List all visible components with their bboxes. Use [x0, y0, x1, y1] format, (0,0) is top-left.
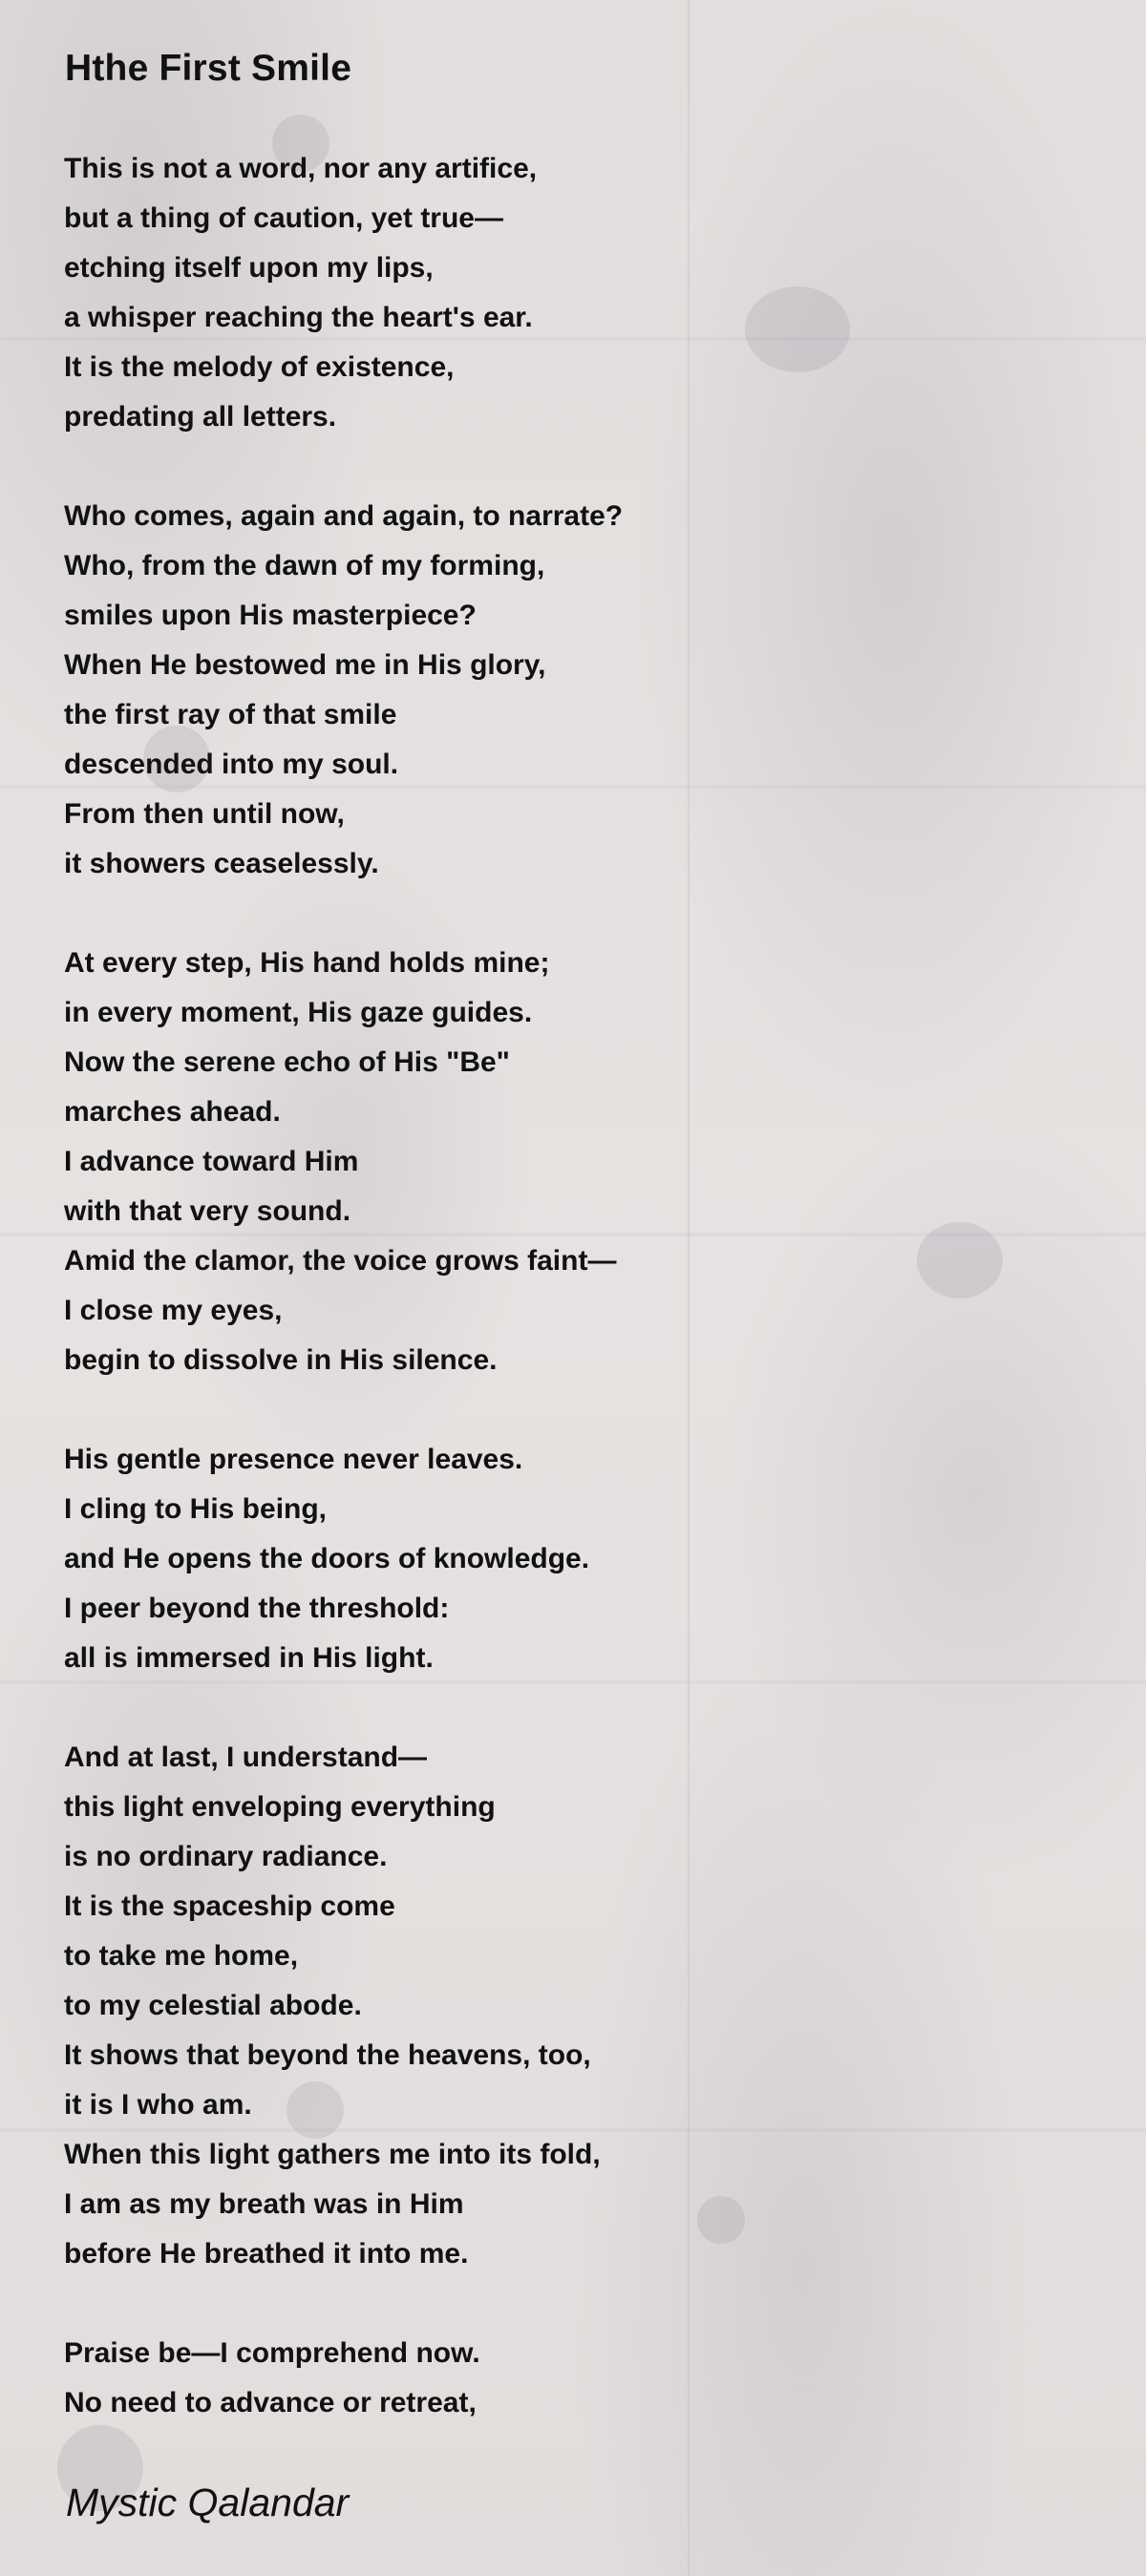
poem-line: smiles upon His masterpiece? — [64, 600, 477, 631]
stanza-3 — [64, 939, 1114, 1385]
poem-line: in every moment, His gaze guides. — [64, 997, 533, 1028]
stanza-6 — [64, 2329, 1114, 2428]
poem-line: begin to dissolve in His silence. — [64, 1344, 498, 1376]
poem-line: When this light gathers me into its fold, — [64, 2139, 601, 2170]
poem-line: I close my eyes, — [64, 1295, 283, 1326]
poem-line: At every step, His hand holds mine; — [64, 947, 550, 979]
poem-line: predating all letters. — [64, 401, 337, 433]
poem-line: Amid the clamor, the voice grows faint— — [64, 1245, 617, 1277]
poet-name: Mystic Qalandar — [66, 2481, 350, 2524]
poem-line: and He opens the doors of knowledge. — [64, 1543, 590, 1574]
poem-line: to my celestial abode. — [64, 1990, 362, 2021]
poem-line: Who, from the dawn of my forming, — [64, 550, 545, 581]
poem-line: It shows that beyond the heavens, too, — [64, 2039, 591, 2071]
poem-line: etching itself upon my lips, — [64, 252, 434, 284]
poem-line: Praise be—I comprehend now. — [64, 2337, 480, 2369]
poem-line: From then until now, — [64, 798, 345, 830]
poem-line: No need to advance or retreat, — [64, 2387, 477, 2418]
poem-line: it is I who am. — [64, 2089, 252, 2121]
poem-line: It is the spaceship come — [64, 1890, 395, 1922]
poem-line: all is immersed in His light. — [64, 1642, 434, 1674]
poem-line: I am as my breath was in Him — [64, 2188, 464, 2220]
stanza-1 — [64, 144, 1114, 442]
poem-line: the first ray of that smile — [64, 699, 397, 730]
poem-line: before He breathed it into me. — [64, 2238, 469, 2270]
poem-line: I advance toward Him — [64, 1146, 359, 1177]
stanza-5 — [64, 1733, 1114, 2279]
poem-line: Who comes, again and again, to narrate? — [64, 500, 624, 532]
poem-line: this light enveloping everything — [64, 1791, 496, 1823]
poem-line: it showers ceaselessly. — [64, 848, 379, 879]
poem-line: descended into my soul. — [64, 749, 399, 780]
poem-line: When He bestowed me in His glory, — [64, 649, 546, 681]
poem-line: I peer beyond the threshold: — [64, 1593, 450, 1624]
poem-line: to take me home, — [64, 1940, 299, 1972]
poem-line: This is not a word, nor any artifice, — [64, 153, 538, 184]
poem-line: And at last, I understand— — [64, 1742, 428, 1773]
poem-line: Now the serene echo of His "Be" — [64, 1046, 510, 1078]
poem-line: I cling to His being, — [64, 1493, 328, 1525]
poem-line: It is the melody of existence, — [64, 351, 455, 383]
poem-line: marches ahead. — [64, 1096, 281, 1128]
poem-line: His gentle presence never leaves. — [64, 1444, 523, 1475]
stanza-2 — [64, 492, 1114, 889]
poem-line: but a thing of caution, yet true— — [64, 202, 503, 234]
poem-line: with that very sound. — [64, 1195, 351, 1227]
poem-line: a whisper reaching the heart's ear. — [64, 302, 533, 333]
poem-body — [64, 144, 1114, 2478]
stanza-4 — [64, 1435, 1114, 1683]
poem-title: Hthe First Smile — [65, 48, 352, 89]
poem-line: is no ordinary radiance. — [64, 1841, 388, 1872]
